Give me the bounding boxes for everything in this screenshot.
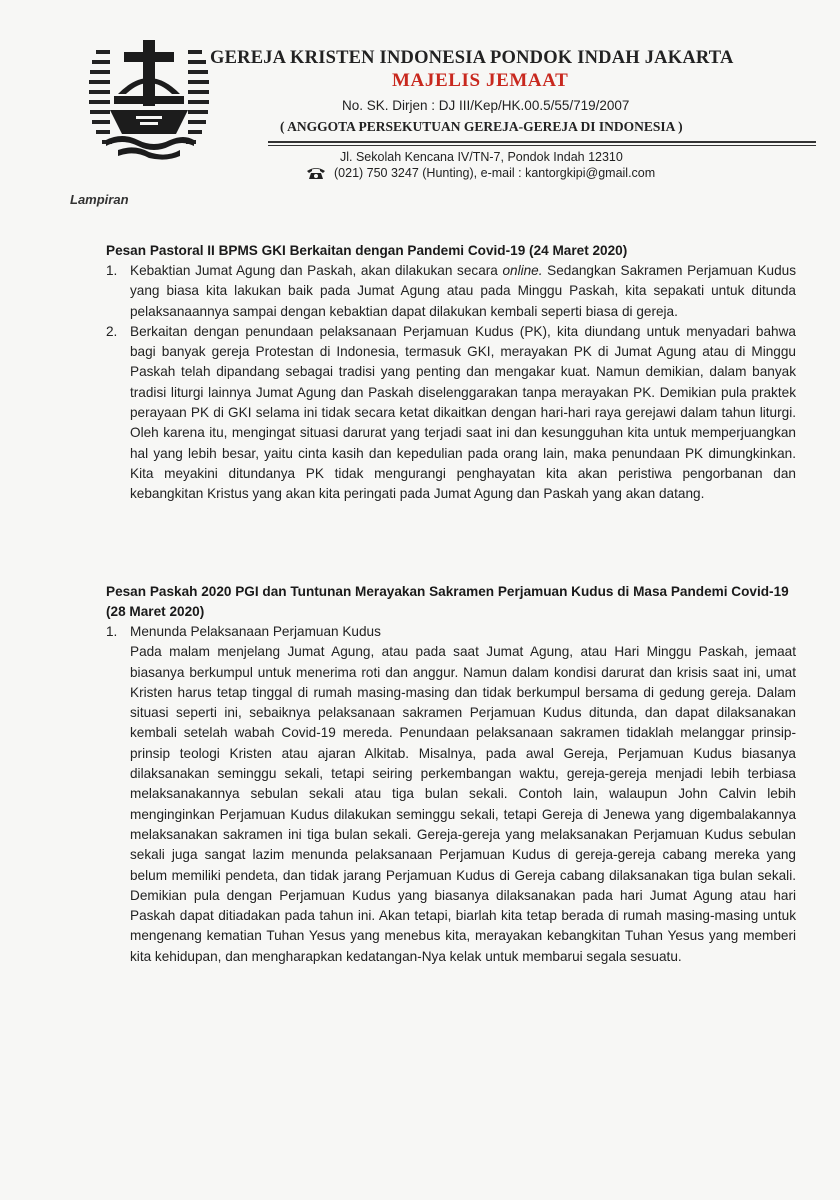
list-item-text [130,322,796,505]
list-item-text [130,622,796,967]
contact-text: (021) 750 3247 (Hunting), e-mail : kantorgkipi@gmail.com [334,166,656,180]
section-easter-message [106,582,796,967]
list-item-heading: Menunda Pelaksanaan Perjamuan Kudus [130,624,381,639]
list-item [106,322,796,505]
section-pastoral-message [106,241,796,505]
address: Jl. Sekolah Kencana IV/TN-7, Pondok Indah 12310 [340,150,623,164]
text-segment: Sedangkan Sakramen Perjamuan Kudus yang biasa kita lakukan baik pada Jumat Agung atau pada Minggu Paskah, kita sepakati untuk ditunda pelaksanaannya sampai dengan kebaktian dapat dilakukan kembali seperti biasa di gereja. [130,263,796,319]
membership-note: ( ANGGOTA PERSEKUTUAN GEREJA-GEREJA DI INDONESIA ) [280,119,683,134]
list-number: 2. [106,323,118,339]
contact-line [306,166,655,180]
list-item [106,261,796,322]
paragraph: Pada malam menjelang Jumat Agung, atau pada saat Jumat Agung, atau Hari Minggu Paskah, jemaat biasanya berkumpul untuk menerima roti dan anggur. Namun dalam kondisi darurat dan krisis saat ini, umat Kristen harus tetap tinggal di rumah masing-masing dan tidak berkumpul bersama di gedung gereja. Dalam situasi seperti ini, sebaiknya pelaksanaan sakramen Perjamuan Kudus ditunda, dan dapat dilaksanakan kembali setelah wabah Covid-19 mereda. Penundaan pelaksanaan sakramen tidaklah melanggar prinsip-prinsip teologi Kristen atau ajaran Alkitab. Misalnya, pada awal Gereja, Perjamuan Kudus biasanya dilaksanakan seminggu sekali, tetapi seiring perkembangan waktu, gereja-gereja menjadi lebih terbiasa melaksanakannya sebulan sekali atau tiga bulan sekali. Contoh lain, walaupun John Calvin lebih menginginkan Perjamuan Kudus dilakukan seminggu sekali, tetapi Gereja di Jenewa yang digembalakannya melaksanakan sakramen ini tiga bulan sekali. Gereja-gereja yang melaksanakan Perjamuan Kudus sebulan sekali juga sangat lazim menunda pelaksanaan Perjamuan Kudus di gereja-gereja cabang mereka yang belum memiliki pendeta, dan tidak jarang Perjamuan Kudus di Gereja cabang dilaksanakan tiga bulan sekali. Demikian pula dengan Perjamuan Kudus yang biasanya dilaksanakan pada hari Jumat Agung atau hari Paskah dapat ditiadakan pada tahun ini. Akan tetapi, biarlah kita tetap berada di rumah masing-masing untuk mengenang kematian Tuhan Yesus yang menebus kita, merayakan kebangkitan Tuhan Yesus yang memberi kita kehidupan, dan mengharapkan kedatangan-Nya kelak untuk membarui segala sesuatu. [130,644,796,964]
section-title: Pesan Pastoral II BPMS GKI Berkaitan dengan Pandemi Covid-19 (24 Maret 2020) [106,243,628,258]
council-name: MAJELIS JEMAAT [392,70,569,91]
telephone-icon [306,166,326,180]
italic-text: online. [502,263,543,278]
organization-name: GEREJA KRISTEN INDONESIA PONDOK INDAH JAKARTA [210,48,734,68]
header-rule [268,141,816,143]
church-cross-ship-logo [88,36,210,162]
attachment-label: Lampiran [70,192,129,207]
decree-number: No. SK. Dirjen : DJ III/Kep/HK.00.5/55/719/2007 [342,98,630,113]
list-item [106,622,796,967]
list-number: 1. [106,624,118,639]
list-item-text [130,261,796,322]
header-rule-thin [268,145,816,146]
paragraph: Berkaitan dengan penundaan pelaksanaan Perjamuan Kudus (PK), kita diundang untuk menyadari bahwa bagi banyak gereja Protestan di Indonesia, termasuk GKI, merayakan PK di Jumat Agung atau di Minggu Paskah telah dipandang sebagai tradisi yang penting dan mengakar kuat. Namun demikian, dalam banyak tradisi liturgi lainnya Jumat Agung dan Paskah diselenggarakan tanpa merayakan PK. Demikian pula praktek perayaan PK di GKI selama ini tidak secara ketat dikaitkan dengan hari-hari raya gerejawi dalam tahun liturgi. Oleh karena itu, mengingat situasi darurat yang terjadi saat ini dan kesungguhan kita untuk memperjuangkan hal yang lebih besar, yaitu cinta kasih dan kepedulian pada orang lain, maka penundaan PK dimungkinkan. Kita meyakini ditundanya PK tidak mengurangi penghayatan kita akan peristiwa pengorbanan dan kebangkitan Kristus yang akan kita peringati pada Jumat Agung dan Paskah yang akan datang. [130,323,796,502]
list-number: 1. [106,263,118,278]
text-segment: Kebaktian Jumat Agung dan Paskah, akan dilakukan secara [130,263,503,278]
section-title: Pesan Paskah 2020 PGI dan Tuntunan Merayakan Sakramen Perjamuan Kudus di Masa Pandemi Covid-19 (28 Maret 2020) [106,584,789,619]
